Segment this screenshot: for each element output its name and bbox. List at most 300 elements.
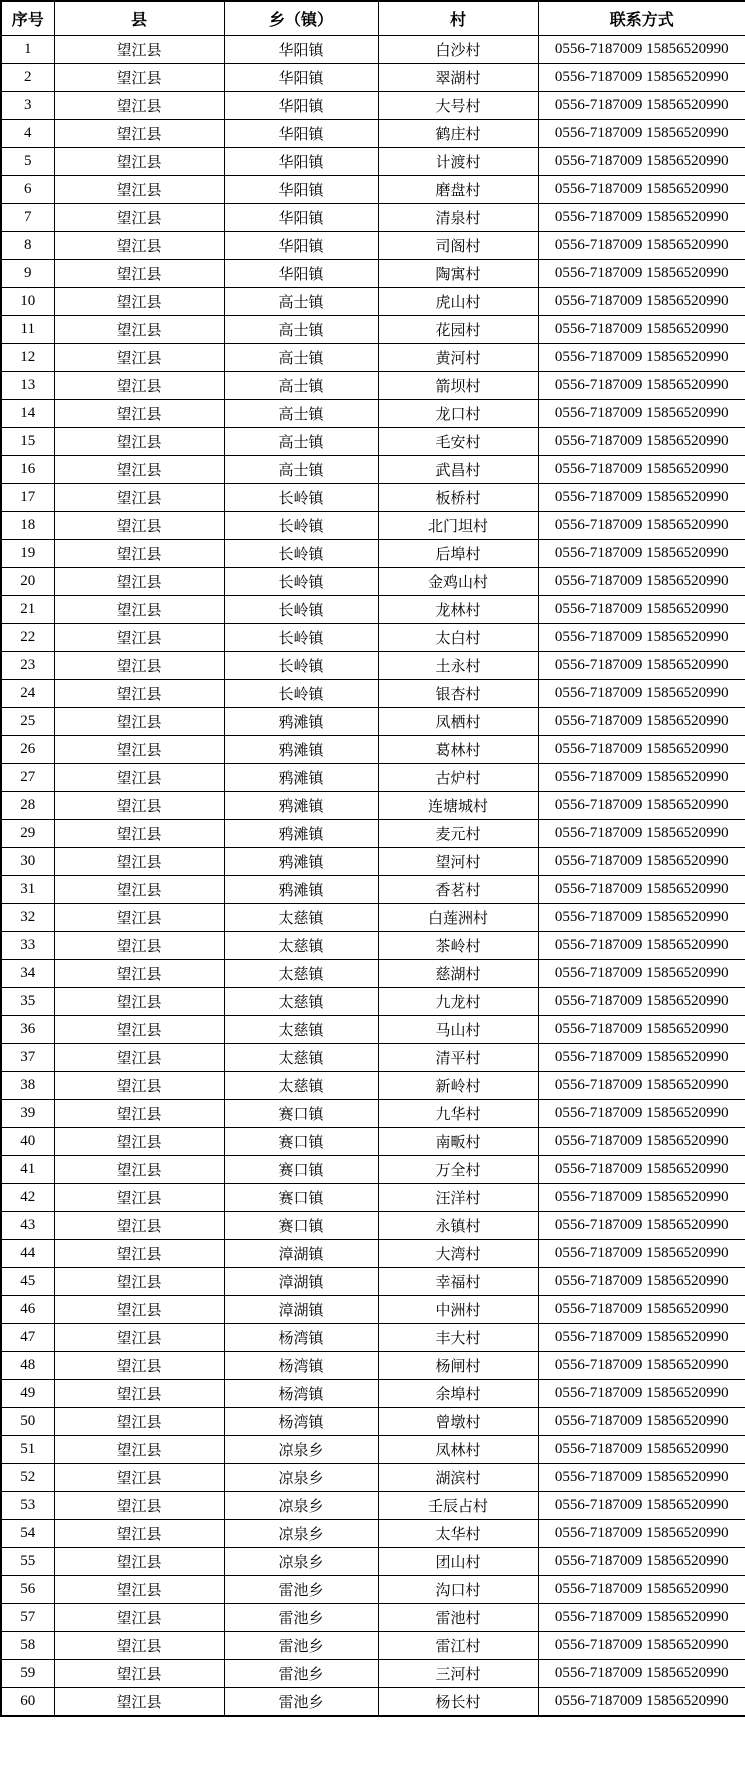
cell-contact: 0556-7187009 15856520990: [538, 344, 745, 372]
cell-village: 九华村: [378, 1100, 538, 1128]
cell-village: 板桥村: [378, 484, 538, 512]
cell-county: 望江县: [54, 652, 224, 680]
cell-contact: 0556-7187009 15856520990: [538, 1352, 745, 1380]
table-row: [1, 1212, 745, 1240]
cell-county: 望江县: [54, 92, 224, 120]
cell-no: 37: [1, 1044, 54, 1072]
cell-county: 望江县: [54, 204, 224, 232]
cell-county: 望江县: [54, 1268, 224, 1296]
table-row: [1, 1520, 745, 1548]
cell-county: 望江县: [54, 904, 224, 932]
table-row: [1, 904, 745, 932]
cell-contact: 0556-7187009 15856520990: [538, 988, 745, 1016]
cell-contact: 0556-7187009 15856520990: [538, 1268, 745, 1296]
cell-village: 陶寓村: [378, 260, 538, 288]
table-row: [1, 988, 745, 1016]
cell-township: 鸦滩镇: [224, 764, 378, 792]
cell-contact: 0556-7187009 15856520990: [538, 1100, 745, 1128]
cell-village: 鹤庄村: [378, 120, 538, 148]
cell-village: 磨盘村: [378, 176, 538, 204]
cell-county: 望江县: [54, 1212, 224, 1240]
cell-township: 杨湾镇: [224, 1324, 378, 1352]
cell-county: 望江县: [54, 372, 224, 400]
cell-township: 鸦滩镇: [224, 708, 378, 736]
cell-no: 55: [1, 1548, 54, 1576]
cell-contact: 0556-7187009 15856520990: [538, 1044, 745, 1072]
cell-contact: 0556-7187009 15856520990: [538, 316, 745, 344]
cell-no: 42: [1, 1184, 54, 1212]
cell-township: 凉泉乡: [224, 1548, 378, 1576]
cell-county: 望江县: [54, 456, 224, 484]
header-no: 序号: [1, 1, 54, 36]
cell-village: 茶岭村: [378, 932, 538, 960]
cell-no: 40: [1, 1128, 54, 1156]
cell-county: 望江县: [54, 596, 224, 624]
cell-township: 太慈镇: [224, 1072, 378, 1100]
cell-village: 湖滨村: [378, 1464, 538, 1492]
cell-no: 34: [1, 960, 54, 988]
cell-contact: 0556-7187009 15856520990: [538, 1072, 745, 1100]
table-row: [1, 64, 745, 92]
cell-township: 杨湾镇: [224, 1380, 378, 1408]
cell-county: 望江县: [54, 1100, 224, 1128]
cell-township: 华阳镇: [224, 232, 378, 260]
cell-contact: 0556-7187009 15856520990: [538, 568, 745, 596]
cell-county: 望江县: [54, 1128, 224, 1156]
table-row: [1, 120, 745, 148]
cell-contact: 0556-7187009 15856520990: [538, 1184, 745, 1212]
cell-village: 武昌村: [378, 456, 538, 484]
cell-village: 司阁村: [378, 232, 538, 260]
cell-contact: 0556-7187009 15856520990: [538, 1688, 745, 1717]
table-row: [1, 848, 745, 876]
cell-contact: 0556-7187009 15856520990: [538, 932, 745, 960]
table-row: [1, 1548, 745, 1576]
cell-village: 计渡村: [378, 148, 538, 176]
cell-village: 清平村: [378, 1044, 538, 1072]
table-row: [1, 148, 745, 176]
cell-county: 望江县: [54, 568, 224, 596]
cell-no: 32: [1, 904, 54, 932]
cell-contact: 0556-7187009 15856520990: [538, 120, 745, 148]
table-row: [1, 1268, 745, 1296]
cell-township: 长岭镇: [224, 540, 378, 568]
cell-contact: 0556-7187009 15856520990: [538, 148, 745, 176]
cell-township: 鸦滩镇: [224, 876, 378, 904]
table-row: [1, 1352, 745, 1380]
cell-township: 华阳镇: [224, 36, 378, 64]
cell-no: 27: [1, 764, 54, 792]
cell-village: 新岭村: [378, 1072, 538, 1100]
header-contact: 联系方式: [538, 1, 745, 36]
cell-county: 望江县: [54, 428, 224, 456]
cell-no: 20: [1, 568, 54, 596]
cell-no: 5: [1, 148, 54, 176]
cell-township: 长岭镇: [224, 680, 378, 708]
cell-contact: 0556-7187009 15856520990: [538, 1520, 745, 1548]
table-row: [1, 428, 745, 456]
cell-village: 雷江村: [378, 1632, 538, 1660]
cell-no: 15: [1, 428, 54, 456]
cell-township: 赛口镇: [224, 1156, 378, 1184]
cell-village: 曾墩村: [378, 1408, 538, 1436]
cell-no: 60: [1, 1688, 54, 1717]
cell-county: 望江县: [54, 1016, 224, 1044]
cell-no: 17: [1, 484, 54, 512]
table-row: [1, 820, 745, 848]
cell-village: 箭坝村: [378, 372, 538, 400]
cell-no: 2: [1, 64, 54, 92]
cell-contact: 0556-7187009 15856520990: [538, 764, 745, 792]
cell-county: 望江县: [54, 708, 224, 736]
cell-county: 望江县: [54, 1044, 224, 1072]
table-row: [1, 1100, 745, 1128]
cell-no: 30: [1, 848, 54, 876]
cell-contact: 0556-7187009 15856520990: [538, 1240, 745, 1268]
table-row: [1, 1660, 745, 1688]
cell-no: 21: [1, 596, 54, 624]
cell-county: 望江县: [54, 624, 224, 652]
cell-contact: 0556-7187009 15856520990: [538, 1548, 745, 1576]
cell-village: 汪洋村: [378, 1184, 538, 1212]
cell-contact: 0556-7187009 15856520990: [538, 1016, 745, 1044]
cell-county: 望江县: [54, 1604, 224, 1632]
cell-township: 长岭镇: [224, 568, 378, 596]
cell-contact: 0556-7187009 15856520990: [538, 652, 745, 680]
table-row: [1, 1436, 745, 1464]
cell-village: 杨闸村: [378, 1352, 538, 1380]
cell-no: 38: [1, 1072, 54, 1100]
cell-no: 51: [1, 1436, 54, 1464]
cell-village: 龙口村: [378, 400, 538, 428]
cell-village: 丰大村: [378, 1324, 538, 1352]
cell-no: 13: [1, 372, 54, 400]
cell-village: 慈湖村: [378, 960, 538, 988]
cell-county: 望江县: [54, 932, 224, 960]
table-header: [1, 1, 745, 36]
cell-township: 凉泉乡: [224, 1436, 378, 1464]
cell-village: 金鸡山村: [378, 568, 538, 596]
cell-no: 45: [1, 1268, 54, 1296]
cell-contact: 0556-7187009 15856520990: [538, 792, 745, 820]
cell-county: 望江县: [54, 148, 224, 176]
cell-village: 团山村: [378, 1548, 538, 1576]
cell-township: 华阳镇: [224, 176, 378, 204]
cell-township: 华阳镇: [224, 64, 378, 92]
cell-township: 漳湖镇: [224, 1268, 378, 1296]
cell-county: 望江县: [54, 736, 224, 764]
cell-village: 花园村: [378, 316, 538, 344]
cell-no: 44: [1, 1240, 54, 1268]
table-row: [1, 1072, 745, 1100]
cell-contact: 0556-7187009 15856520990: [538, 1296, 745, 1324]
table-row: [1, 176, 745, 204]
cell-contact: 0556-7187009 15856520990: [538, 1464, 745, 1492]
cell-village: 壬辰占村: [378, 1492, 538, 1520]
cell-contact: 0556-7187009 15856520990: [538, 428, 745, 456]
table-row: [1, 344, 745, 372]
table-row: [1, 1380, 745, 1408]
cell-village: 太白村: [378, 624, 538, 652]
cell-contact: 0556-7187009 15856520990: [538, 596, 745, 624]
table-row: [1, 1492, 745, 1520]
cell-village: 九龙村: [378, 988, 538, 1016]
table-row: [1, 1128, 745, 1156]
header-township: 乡（镇）: [224, 1, 378, 36]
cell-township: 赛口镇: [224, 1212, 378, 1240]
cell-contact: 0556-7187009 15856520990: [538, 680, 745, 708]
cell-no: 52: [1, 1464, 54, 1492]
cell-township: 长岭镇: [224, 652, 378, 680]
cell-contact: 0556-7187009 15856520990: [538, 1128, 745, 1156]
cell-no: 46: [1, 1296, 54, 1324]
table-row: [1, 36, 745, 64]
cell-village: 中洲村: [378, 1296, 538, 1324]
cell-village: 土永村: [378, 652, 538, 680]
cell-county: 望江县: [54, 1464, 224, 1492]
cell-county: 望江县: [54, 120, 224, 148]
cell-contact: 0556-7187009 15856520990: [538, 1660, 745, 1688]
cell-contact: 0556-7187009 15856520990: [538, 1156, 745, 1184]
cell-township: 雷池乡: [224, 1660, 378, 1688]
cell-township: 太慈镇: [224, 904, 378, 932]
cell-county: 望江县: [54, 1520, 224, 1548]
table-row: [1, 764, 745, 792]
cell-contact: 0556-7187009 15856520990: [538, 512, 745, 540]
cell-contact: 0556-7187009 15856520990: [538, 288, 745, 316]
cell-contact: 0556-7187009 15856520990: [538, 624, 745, 652]
table-row: [1, 708, 745, 736]
cell-village: 清泉村: [378, 204, 538, 232]
table-row: [1, 1604, 745, 1632]
table-row: [1, 876, 745, 904]
cell-no: 18: [1, 512, 54, 540]
cell-no: 23: [1, 652, 54, 680]
cell-contact: 0556-7187009 15856520990: [538, 876, 745, 904]
table-row: [1, 372, 745, 400]
table-row: [1, 568, 745, 596]
cell-county: 望江县: [54, 1156, 224, 1184]
cell-township: 雷池乡: [224, 1604, 378, 1632]
cell-village: 马山村: [378, 1016, 538, 1044]
cell-contact: 0556-7187009 15856520990: [538, 540, 745, 568]
table-row: [1, 540, 745, 568]
cell-township: 长岭镇: [224, 484, 378, 512]
cell-no: 49: [1, 1380, 54, 1408]
cell-county: 望江县: [54, 1380, 224, 1408]
cell-contact: 0556-7187009 15856520990: [538, 960, 745, 988]
cell-county: 望江县: [54, 1688, 224, 1717]
table-row: [1, 960, 745, 988]
cell-county: 望江县: [54, 988, 224, 1016]
header-village: 村: [378, 1, 538, 36]
cell-no: 29: [1, 820, 54, 848]
table-row: [1, 232, 745, 260]
cell-township: 太慈镇: [224, 960, 378, 988]
cell-no: 22: [1, 624, 54, 652]
cell-no: 53: [1, 1492, 54, 1520]
cell-township: 华阳镇: [224, 120, 378, 148]
cell-village: 翠湖村: [378, 64, 538, 92]
cell-township: 长岭镇: [224, 512, 378, 540]
cell-county: 望江县: [54, 232, 224, 260]
cell-contact: 0556-7187009 15856520990: [538, 456, 745, 484]
header-county: 县: [54, 1, 224, 36]
cell-village: 龙林村: [378, 596, 538, 624]
cell-no: 19: [1, 540, 54, 568]
cell-county: 望江县: [54, 64, 224, 92]
cell-county: 望江县: [54, 1324, 224, 1352]
table-row: [1, 736, 745, 764]
cell-no: 8: [1, 232, 54, 260]
cell-no: 11: [1, 316, 54, 344]
cell-contact: 0556-7187009 15856520990: [538, 736, 745, 764]
cell-county: 望江县: [54, 764, 224, 792]
table-row: [1, 1016, 745, 1044]
cell-no: 26: [1, 736, 54, 764]
table-row: [1, 792, 745, 820]
cell-township: 太慈镇: [224, 1016, 378, 1044]
cell-contact: 0556-7187009 15856520990: [538, 232, 745, 260]
cell-no: 31: [1, 876, 54, 904]
cell-township: 高士镇: [224, 288, 378, 316]
cell-township: 赛口镇: [224, 1100, 378, 1128]
cell-contact: 0556-7187009 15856520990: [538, 1380, 745, 1408]
cell-contact: 0556-7187009 15856520990: [538, 1492, 745, 1520]
cell-county: 望江县: [54, 1072, 224, 1100]
cell-contact: 0556-7187009 15856520990: [538, 1324, 745, 1352]
cell-village: 大湾村: [378, 1240, 538, 1268]
cell-village: 连塘城村: [378, 792, 538, 820]
cell-county: 望江县: [54, 1240, 224, 1268]
cell-village: 白莲洲村: [378, 904, 538, 932]
cell-no: 57: [1, 1604, 54, 1632]
table-row: [1, 624, 745, 652]
cell-county: 望江县: [54, 400, 224, 428]
cell-township: 高士镇: [224, 456, 378, 484]
cell-village: 雷池村: [378, 1604, 538, 1632]
cell-village: 望河村: [378, 848, 538, 876]
cell-county: 望江县: [54, 1576, 224, 1604]
cell-village: 北门坦村: [378, 512, 538, 540]
table-row: [1, 456, 745, 484]
cell-township: 漳湖镇: [224, 1240, 378, 1268]
cell-no: 43: [1, 1212, 54, 1240]
cell-county: 望江县: [54, 876, 224, 904]
cell-no: 41: [1, 1156, 54, 1184]
cell-village: 葛林村: [378, 736, 538, 764]
cell-county: 望江县: [54, 792, 224, 820]
cell-contact: 0556-7187009 15856520990: [538, 820, 745, 848]
cell-township: 鸦滩镇: [224, 792, 378, 820]
cell-contact: 0556-7187009 15856520990: [538, 1632, 745, 1660]
table-row: [1, 1296, 745, 1324]
cell-contact: 0556-7187009 15856520990: [538, 36, 745, 64]
cell-county: 望江县: [54, 1408, 224, 1436]
table-row: [1, 204, 745, 232]
cell-village: 幸福村: [378, 1268, 538, 1296]
cell-contact: 0556-7187009 15856520990: [538, 484, 745, 512]
cell-no: 3: [1, 92, 54, 120]
cell-county: 望江县: [54, 1184, 224, 1212]
cell-no: 36: [1, 1016, 54, 1044]
table-row: [1, 596, 745, 624]
cell-contact: 0556-7187009 15856520990: [538, 92, 745, 120]
cell-no: 54: [1, 1520, 54, 1548]
table-row: [1, 288, 745, 316]
cell-village: 杨长村: [378, 1688, 538, 1717]
cell-county: 望江县: [54, 344, 224, 372]
cell-county: 望江县: [54, 1548, 224, 1576]
cell-village: 虎山村: [378, 288, 538, 316]
table-row: [1, 1324, 745, 1352]
cell-county: 望江县: [54, 1436, 224, 1464]
table-body: [1, 36, 745, 1717]
table-row: [1, 1184, 745, 1212]
table-row: [1, 1408, 745, 1436]
cell-township: 高士镇: [224, 428, 378, 456]
cell-no: 9: [1, 260, 54, 288]
cell-no: 6: [1, 176, 54, 204]
cell-no: 16: [1, 456, 54, 484]
table-row: [1, 652, 745, 680]
cell-township: 凉泉乡: [224, 1520, 378, 1548]
cell-contact: 0556-7187009 15856520990: [538, 260, 745, 288]
cell-township: 高士镇: [224, 372, 378, 400]
cell-village: 南畈村: [378, 1128, 538, 1156]
cell-township: 杨湾镇: [224, 1408, 378, 1436]
cell-village: 太华村: [378, 1520, 538, 1548]
table-row: [1, 1632, 745, 1660]
cell-county: 望江县: [54, 1296, 224, 1324]
cell-county: 望江县: [54, 540, 224, 568]
cell-township: 华阳镇: [224, 260, 378, 288]
cell-no: 39: [1, 1100, 54, 1128]
table-row: [1, 1688, 745, 1717]
cell-no: 48: [1, 1352, 54, 1380]
cell-village: 大号村: [378, 92, 538, 120]
cell-township: 凉泉乡: [224, 1492, 378, 1520]
cell-no: 10: [1, 288, 54, 316]
cell-contact: 0556-7187009 15856520990: [538, 848, 745, 876]
cell-contact: 0556-7187009 15856520990: [538, 64, 745, 92]
cell-township: 鸦滩镇: [224, 820, 378, 848]
cell-township: 凉泉乡: [224, 1464, 378, 1492]
cell-township: 雷池乡: [224, 1632, 378, 1660]
cell-county: 望江县: [54, 1632, 224, 1660]
cell-village: 麦元村: [378, 820, 538, 848]
cell-village: 三河村: [378, 1660, 538, 1688]
header-row: [1, 1, 745, 36]
cell-township: 鸦滩镇: [224, 848, 378, 876]
table-row: [1, 512, 745, 540]
cell-village: 凤栖村: [378, 708, 538, 736]
cell-no: 24: [1, 680, 54, 708]
cell-village: 古炉村: [378, 764, 538, 792]
cell-village: 万全村: [378, 1156, 538, 1184]
table-row: [1, 484, 745, 512]
cell-village: 余埠村: [378, 1380, 538, 1408]
cell-township: 杨湾镇: [224, 1352, 378, 1380]
cell-township: 高士镇: [224, 400, 378, 428]
cell-township: 高士镇: [224, 316, 378, 344]
cell-village: 凤林村: [378, 1436, 538, 1464]
cell-county: 望江县: [54, 512, 224, 540]
cell-county: 望江县: [54, 260, 224, 288]
cell-no: 50: [1, 1408, 54, 1436]
cell-county: 望江县: [54, 1660, 224, 1688]
cell-township: 太慈镇: [224, 932, 378, 960]
